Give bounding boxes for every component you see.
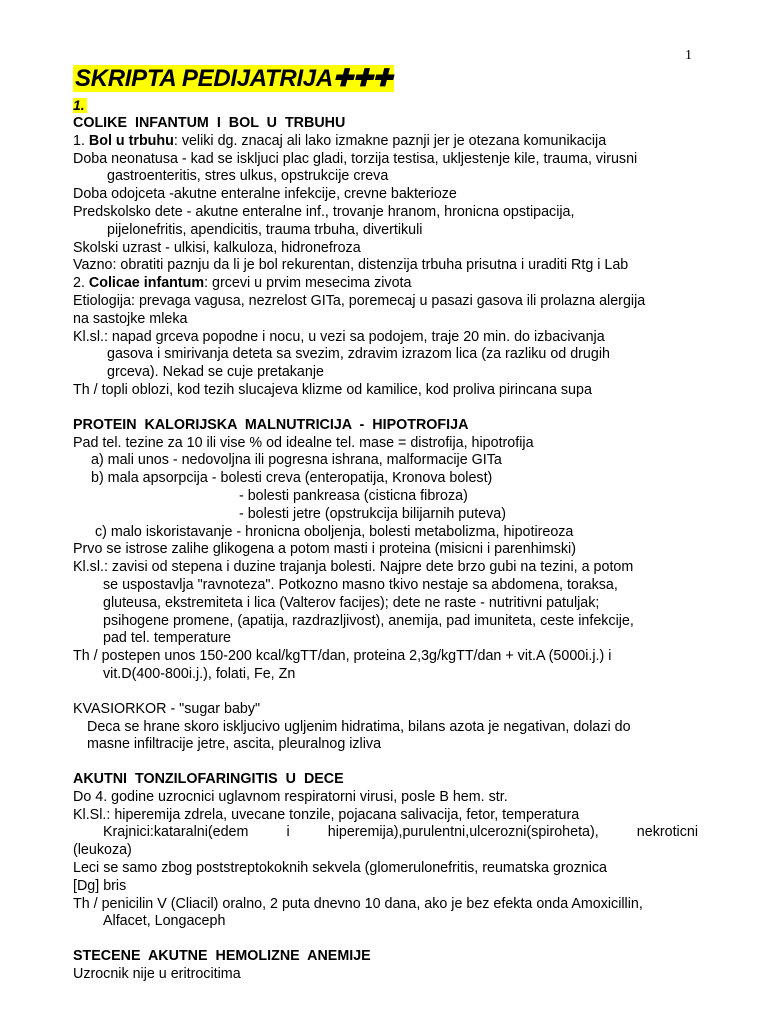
heading-tonzilo: AKUTNI TONZILOFARINGITIS U DECE <box>73 771 344 788</box>
text-line: psihogene promene, (apatija, razdrazljivost), anemija, pad imuniteta, ceste infekcije, <box>103 612 634 629</box>
title-line <box>73 64 698 97</box>
document-title <box>73 65 394 92</box>
text-line: Vazno: obratiti paznju da li je bol rekurentan, distenzija trbuha prisutna i uraditi Rtg i Lab <box>73 257 629 274</box>
text-line: Alfacet, Longaceph <box>103 913 226 930</box>
text-line: gasova i smirivanja deteta sa svezim, zdravim izrazom lica (za razliku od drugih <box>107 346 610 363</box>
text-line: Kl.sl.: zavisi od stepena i duzine trajanja bolesti. Najpre dete brzo gubi na tezini, a potom <box>73 559 634 576</box>
text-line: Th / postepen unos 150-200 kcal/kgTT/dan, proteina 2,3g/kgTT/dan + vit.A (5000i.j.) i <box>73 648 612 665</box>
document-body <box>73 64 698 984</box>
text-line: KVASIORKOR - "sugar baby" <box>73 700 261 717</box>
text-line: grceva). Nekad se cuje pretakanje <box>107 364 324 381</box>
list-item: - bolesti jetre (opstrukcija bilijarnih puteva) <box>239 505 506 522</box>
list-item: a) mali unos - nedovoljna ili pogresna ishrana, malformacije GITa <box>91 452 502 469</box>
bold-term: Bol u trbuhu <box>88 132 174 149</box>
text-line: Th / penicilin V (Cliacil) oralno, 2 puta dnevno 10 dana, ako je bez efekta onda Amoxicillin, <box>73 895 643 912</box>
heading-anemije: STECENE AKUTNE HEMOLIZNE ANEMIJE <box>73 948 371 965</box>
section-number: 1. <box>73 97 85 113</box>
text-line: Leci se samo zbog poststreptokoknih sekvela (glomerulonefritis, reumatska groznica <box>73 860 608 877</box>
title-text: SKRIPTA PEDIJATRIJA <box>75 65 333 92</box>
text-line: se uspostavlja "ravnoteza". Potkozno masno tkivo nestaje sa abdomena, toraksa, <box>103 576 618 593</box>
page-number: 1 <box>685 48 692 63</box>
text-line: Deca se hrane skoro iskljucivo ugljenim hidratima, bilans azota je negativan, dolazi do <box>87 718 631 735</box>
text-line: Th / topli oblozi, kod tezih slucajeva klizme od kamilice, kod proliva pirincana supa <box>73 381 592 398</box>
text-line: Doba neonatusa - kad se iskljuci plac gladi, torzija testisa, ukljestenje kile, trauma, virusni <box>73 150 638 167</box>
text-line: Pad tel. tezine za 10 ili vise % od idealne tel. mase = distrofija, hipotrofija <box>73 434 534 451</box>
text-line: Doba odojceta -akutne enteralne infekcije, crevne bakterioze <box>73 186 457 203</box>
text-line: Uzrocnik nije u eritrocitima <box>73 966 241 983</box>
text-line: Do 4. godine uzrocnici uglavnom respiratorni virusi, posle B hem. str. <box>73 788 508 805</box>
text-line: na sastojke mleka <box>73 310 188 327</box>
text-line: (leukoza) <box>73 842 132 859</box>
text-line: [Dg] bris <box>73 877 127 894</box>
text-line: Etiologija: prevaga vagusa, nezrelost GITa, poremecaj u pasazi gasova ili prolazna alergija <box>73 292 646 309</box>
bold-term: Colicae infantum <box>88 275 205 292</box>
heading-protein: PROTEIN KALORIJSKA MALNUTRICIJA - HIPOTROFIJA <box>73 416 469 433</box>
text-line: Krajnici:kataralni(edem i hiperemija),purulentni,ulcerozni(spiroheta), nekroticni <box>103 824 698 841</box>
text-line: Predskolsko dete - akutne enteralne inf., trovanje hranom, hronicna opstipacija, <box>73 203 575 220</box>
list-item: b) mala apsorpcija - bolesti creva (enteropatija, Kronova bolest) <box>91 470 493 487</box>
text-line: vit.D(400-800i.j.), folati, Fe, Zn <box>103 665 296 682</box>
text-line: masne infiltracije jetre, ascita, pleuralnog izliva <box>87 736 382 753</box>
text-line: gluteusa, ekstremiteta i lica (Valterov facijes); dete ne raste - nutritivni patuljak; <box>103 594 600 611</box>
text-line: 2. Colicae infantum: grcevi u prvim mesecima zivota <box>73 275 412 292</box>
text-line: 1. Bol u trbuhu: veliki dg. znacaj ali lako izmakne paznji jer je otezana komunikacija <box>73 132 607 149</box>
text-line: pad tel. temperature <box>103 630 231 647</box>
text-line: Skolski uzrast - ulkisi, kalkuloza, hidronefroza <box>73 239 361 256</box>
heading-colike: COLIKE INFANTUM I BOL U TRBUHU <box>73 115 346 131</box>
section-number-line <box>73 97 698 115</box>
text-line: gastroenteritis, stres ulkus, opstrukcije creva <box>107 168 389 185</box>
text-line: Kl.Sl.: hiperemija zdrela, uvecane tonzile, pojacana salivacija, fetor, temperatura <box>73 806 580 823</box>
text-line: pijelonefritis, apendicitis, trauma trbuha, divertikuli <box>107 221 423 238</box>
list-item: c) malo iskoristavanje - hronicna oboljenja, bolesti metabolizma, hipotireoza <box>95 523 574 540</box>
text-line: Prvo se istrose zalihe glikogena a potom masti i proteina (misicni i parenhimski) <box>73 541 576 558</box>
cross-marks-icon: ✚✚✚ <box>332 65 393 92</box>
text-line: Kl.sl.: napad grceva popodne i nocu, u vezi sa podojem, traje 20 min. do izbacivanja <box>73 328 605 345</box>
list-item: - bolesti pankreasa (cisticna fibroza) <box>239 487 468 504</box>
